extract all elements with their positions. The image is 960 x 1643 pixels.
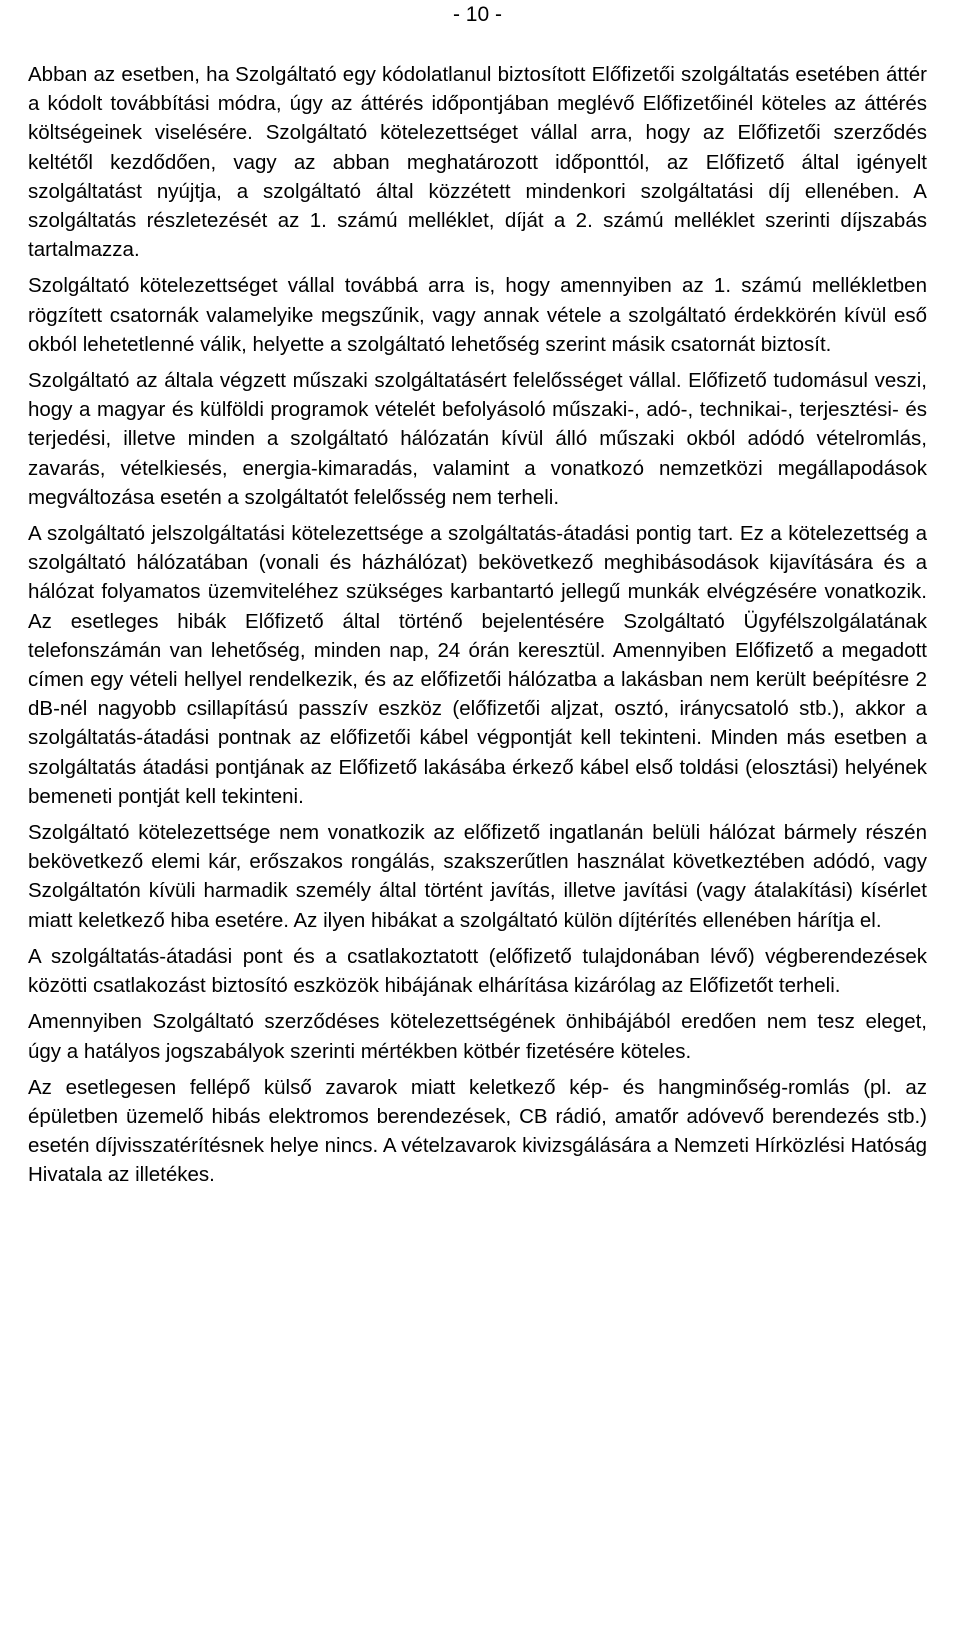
paragraph-encoding-transition: Abban az esetben, ha Szolgáltató egy kódolatlanul biztosított Előfizetői szolgáltatás esetében áttér a kódolt továbbítási módra, úgy az áttérés időpontjában meglévő Előfizetőinél köteles az áttérés költségeinek viselésére. Szolgáltató kötelezettséget vállal arra, hogy az Előfizetői szerződés keltétől kezdődően, vagy az abban meghatározott időponttól, az Előfizető által igényelt szolgáltatást nyújtja, a szolgáltató által közzétett mindenkori szolgáltatási díj ellenében. A szolgáltatás részletezését az 1. számú melléklet, díját a 2. számú melléklet szerinti díjszabás tartalmazza. <box>28 63 927 262</box>
paragraph-handover-point: A szolgáltató jelszolgáltatási kötelezettsége a szolgáltatás-átadási pontig tart. Ez a kötelezettség a szolgáltató hálózatában (vonali és házhálózat) bekövetkező meghibásodások kijavítására és a hálózat folyamatos üzemviteléhez szükséges karbantartó jellegű munkák elvégzésére vonatkozik. Az esetleges hibák Előfizető által történő bejelentésére Szolgáltató Ügyfélszolgálatának telefonszámán van lehetőség, minden nap, 24 órán keresztül. Amennyiben Előfizető a megadott címen egy vételi hellyel rendelkezik, és az előfizetői hálózatba a lakásban nem került beépítésre 2 dB-nél nagyobb csillapítású passzív eszköz (előfizetői aljzat, osztó, iránycsatoló stb.), akkor a szolgáltatás-átadási pontnak az előfizetői kábel végpontját kell tekinteni. Minden más esetben a szolgáltatás átadási pontjának az Előfizető lakásába érkező kábel első toldási (elosztási) helyének bemeneti pontját kell tekinteni. <box>28 522 927 808</box>
paragraph-external-interference: Az esetlegesen fellépő külső zavarok miatt keletkező kép- és hangminőség-romlás (pl. az épületben üzemelő hibás elektromos berendezések, CB rádió, amatőr adóvevő berendezés stb.) esetén díjvisszatérítésnek helye nincs. A vételzavarok kivizsgálására a Nemzeti Hírközlési Hatóság Hivatala az illetékes. <box>28 1075 927 1187</box>
paragraph-channel-replacement: Szolgáltató kötelezettséget vállal továbbá arra is, hogy amennyiben az 1. számú mellékletben rögzített csatornák valamelyike megszűnik, vagy annak vétele a szolgáltató érdekkörén kívül eső okból lehetetlenné válik, helyette a szolgáltató lehetőség szerint másik csatornát biztosít. <box>28 274 927 356</box>
paragraph-terminal-equipment: A szolgáltatás-átadási pont és a csatlakoztatott (előfizető tulajdonában lévő) végberendezések közötti csatlakozást biztosító eszközök hibájának elhárítása kizárólag az Előfizetőt terheli. <box>28 944 927 998</box>
paragraph-internal-network-damage: Szolgáltató kötelezettsége nem vonatkozik az előfizető ingatlanán belüli hálózat bármely részén bekövetkező elemi kár, erőszakos rongálás, szakszerűtlen használat következtében adódó, vagy Szolgáltatón kívüli harmadik személy által történt javítás, illetve javítási (vagy átalakítási) kísérlet miatt keletkező hiba esetére. Az ilyen hibákat a szolgáltató külön díjtérítés ellenében hárítja el. <box>28 821 927 932</box>
paragraph-technical-liability: Szolgáltató az általa végzett műszaki szolgáltatásért felelősséget vállal. Előfizető tudomásul veszi, hogy a magyar és külföldi programok vételét befolyásoló műszaki-, adó-, technikai-, terjesztési- és terjedési, illetve minden a szolgáltató hálózatán kívül álló műszaki okból adódó vételromlás, zavarás, vételkiesés, energia-kimaradás, valamint a vonatkozó nemzetközi megállapodások megváltozása esetén a szolgáltatót felelősség nem terheli. <box>28 369 927 509</box>
paragraph-penalty: Amennyiben Szolgáltató szerződéses kötelezettségének önhibájából eredően nem tesz eleget, úgy a hatályos jogszabályok szerinti mértékben kötbér fizetésére köteles. <box>28 1010 927 1063</box>
page-number: - 10 - <box>452 3 502 26</box>
